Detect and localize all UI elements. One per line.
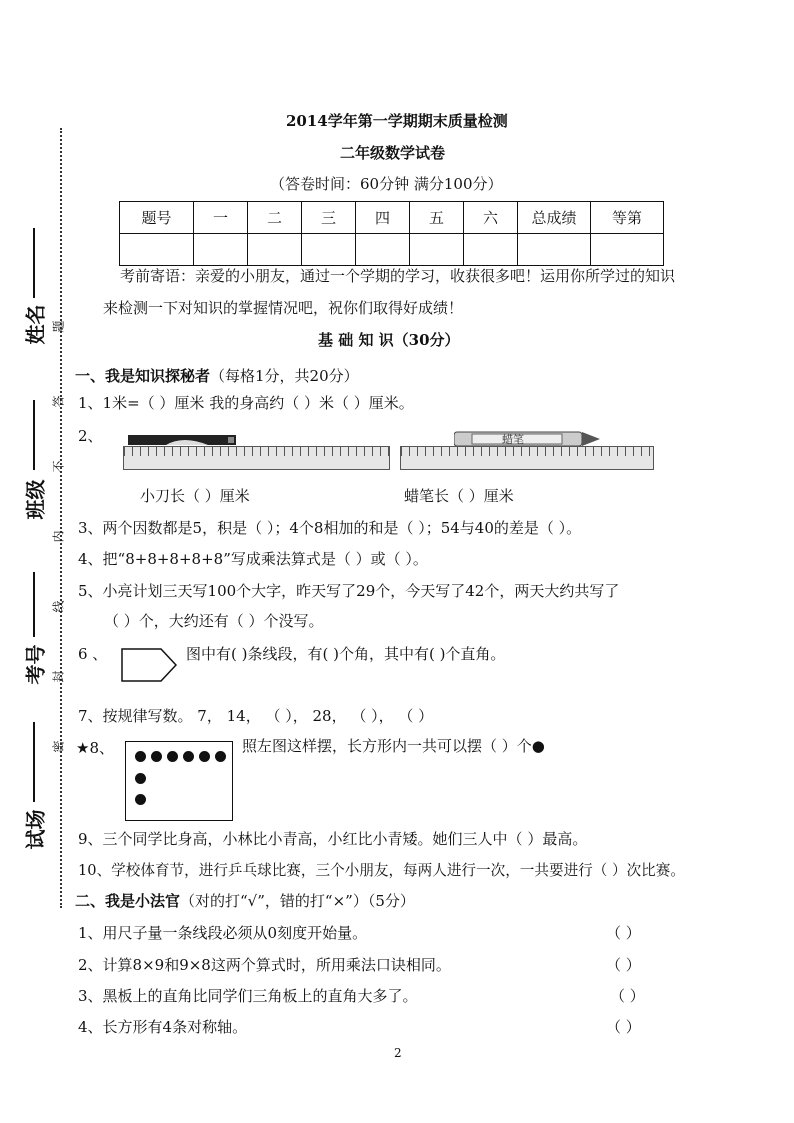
- dot: [167, 751, 178, 762]
- part2-title: [75, 890, 415, 911]
- question-8-number: ★8、: [76, 739, 114, 757]
- dot: [151, 751, 162, 762]
- dot: [199, 751, 210, 762]
- dot: [215, 751, 226, 762]
- dot-rectangle: [125, 741, 233, 821]
- seal-char: 封: [51, 670, 66, 683]
- page-number: 2: [394, 1046, 402, 1060]
- score-cell[interactable]: [302, 234, 356, 266]
- time-info: （答卷时间：60分钟 满分100分）: [270, 175, 503, 193]
- judge-item-3: 3、黑板上的直角比同学们三角板上的直角大多了。: [78, 987, 418, 1005]
- class-underline: [33, 400, 35, 470]
- class-field-label: 班级: [23, 479, 48, 520]
- dot: [135, 773, 146, 784]
- dot: [183, 751, 194, 762]
- table-cell: 等第: [591, 202, 664, 234]
- q2-knife-answer: 小刀长（ ）厘米: [140, 487, 250, 505]
- judge-item-2: 2、计算8×9和9×8这两个算式时，所用乘法口诀相同。: [78, 956, 451, 974]
- part1-title: [75, 365, 359, 386]
- score-table-header-row: [120, 202, 664, 234]
- question-1: 1、1米=（ ）厘米 我的身高约（ ）米（ ）厘米。: [78, 394, 414, 412]
- table-cell: 五: [410, 202, 464, 234]
- score-cell[interactable]: [518, 234, 591, 266]
- pentagon-figure: [121, 648, 177, 686]
- ruler-right: [400, 446, 654, 470]
- judge-answer-3[interactable]: （ ）: [610, 987, 645, 1005]
- table-cell: 总成绩: [518, 202, 591, 234]
- part1-title-bold: 一、我是知识探秘者: [75, 367, 211, 385]
- score-cell[interactable]: [120, 234, 194, 266]
- crayon-image: [454, 431, 602, 447]
- table-cell: 一: [194, 202, 248, 234]
- crayon-label: 蜡笔: [502, 433, 524, 446]
- intro-line-1: 考前寄语：亲爱的小朋友，通过一个学期的学习，收获很多吧！运用你所学过的知识: [120, 267, 676, 285]
- question-7: 7、按规律写数。 7， 14， （ ）， 28， （ ）， （ ）: [78, 707, 434, 725]
- score-cell[interactable]: [248, 234, 302, 266]
- judge-item-4: 4、长方形有4条对称轴。: [78, 1018, 248, 1036]
- name-field-label: 姓名: [23, 304, 48, 345]
- judge-answer-4[interactable]: （ ）: [606, 1018, 641, 1036]
- knife-icon: [128, 433, 236, 447]
- table-cell: 题号: [120, 202, 194, 234]
- part2-title-note: （对的打“√”，错的打“×”）（5分）: [180, 892, 415, 910]
- question-10: 10、学校体育节，进行乒乓球比赛，三个小朋友，每两人进行一次，一共要进行（ ）次比赛。: [78, 862, 685, 879]
- exam-room-label: 试场: [23, 809, 48, 850]
- question-4: 4、把“8+8+8+8+8”写成乘法算式是（ ）或（ ）。: [78, 550, 428, 568]
- crayon-icon: [454, 431, 602, 447]
- table-cell: 四: [356, 202, 410, 234]
- ruler-left: [123, 446, 390, 470]
- knife-image: [128, 433, 236, 447]
- score-cell[interactable]: [194, 234, 248, 266]
- seal-char: 内: [51, 530, 66, 543]
- table-cell: 三: [302, 202, 356, 234]
- seal-char: 密: [51, 740, 66, 753]
- q2-crayon-answer: 蜡笔长（ ）厘米: [404, 487, 514, 505]
- exam-number-underline: [33, 572, 35, 637]
- question-9: 9、三个同学比身高，小林比小青高，小红比小青矮。她们三人中（ ）最高。: [78, 830, 588, 848]
- judge-answer-2[interactable]: （ ）: [606, 956, 641, 974]
- judge-answer-1[interactable]: （ ）: [606, 924, 641, 942]
- table-cell: 二: [248, 202, 302, 234]
- part2-title-bold: 二、我是小法官: [75, 892, 181, 910]
- question-3: 3、两个因数都是5，积是（ ）；4个8相加的和是（ ）；54与40的差是（ ）。: [78, 519, 582, 537]
- score-cell[interactable]: [464, 234, 518, 266]
- question-5-line-1: 5、小亮计划三天写100个大字，昨天写了29个，今天写了42个，两天大约共写了: [78, 582, 620, 600]
- seal-char: 题: [51, 320, 66, 333]
- score-cell[interactable]: [591, 234, 664, 266]
- score-cell[interactable]: [410, 234, 464, 266]
- score-cell[interactable]: [356, 234, 410, 266]
- table-cell: 六: [464, 202, 518, 234]
- question-6: 图中有( )条线段，有( )个角，其中有( )个直角。: [186, 645, 506, 663]
- exam-room-underline: [33, 722, 35, 802]
- judge-item-1: 1、用尺子量一条线段必须从0刻度开始量。: [78, 924, 368, 942]
- question-6-number: 6 、: [78, 645, 108, 663]
- pentagon-shape: [121, 648, 177, 682]
- dot: [135, 794, 146, 805]
- part1-title-note: （每格1分，共20分）: [210, 367, 359, 385]
- seal-char: 不: [51, 460, 66, 473]
- question-5-line-2: （ ）个，大约还有（ ）个没写。: [104, 612, 324, 630]
- score-table: [119, 201, 664, 266]
- exam-subtitle: 二年级数学试卷: [340, 144, 446, 162]
- exam-number-label: 考号: [23, 644, 48, 685]
- seal-char: 线: [51, 600, 66, 613]
- score-table-entry-row: [120, 234, 664, 266]
- exam-title: 2014学年第一学期期末质量检测: [286, 112, 508, 130]
- section-basic-title: 基 础 知 识（30分）: [318, 331, 460, 349]
- question-2-number: 2、: [78, 427, 103, 445]
- question-8: 照左图这样摆，长方形内一共可以摆（ ）个●: [242, 737, 545, 755]
- intro-line-2: 来检测一下对知识的掌握情况吧，祝你们取得好成绩！: [103, 299, 464, 317]
- name-underline: [33, 228, 35, 298]
- binding-dotted-line: [60, 128, 62, 908]
- seal-char: 答: [51, 395, 66, 408]
- dot: [135, 751, 146, 762]
